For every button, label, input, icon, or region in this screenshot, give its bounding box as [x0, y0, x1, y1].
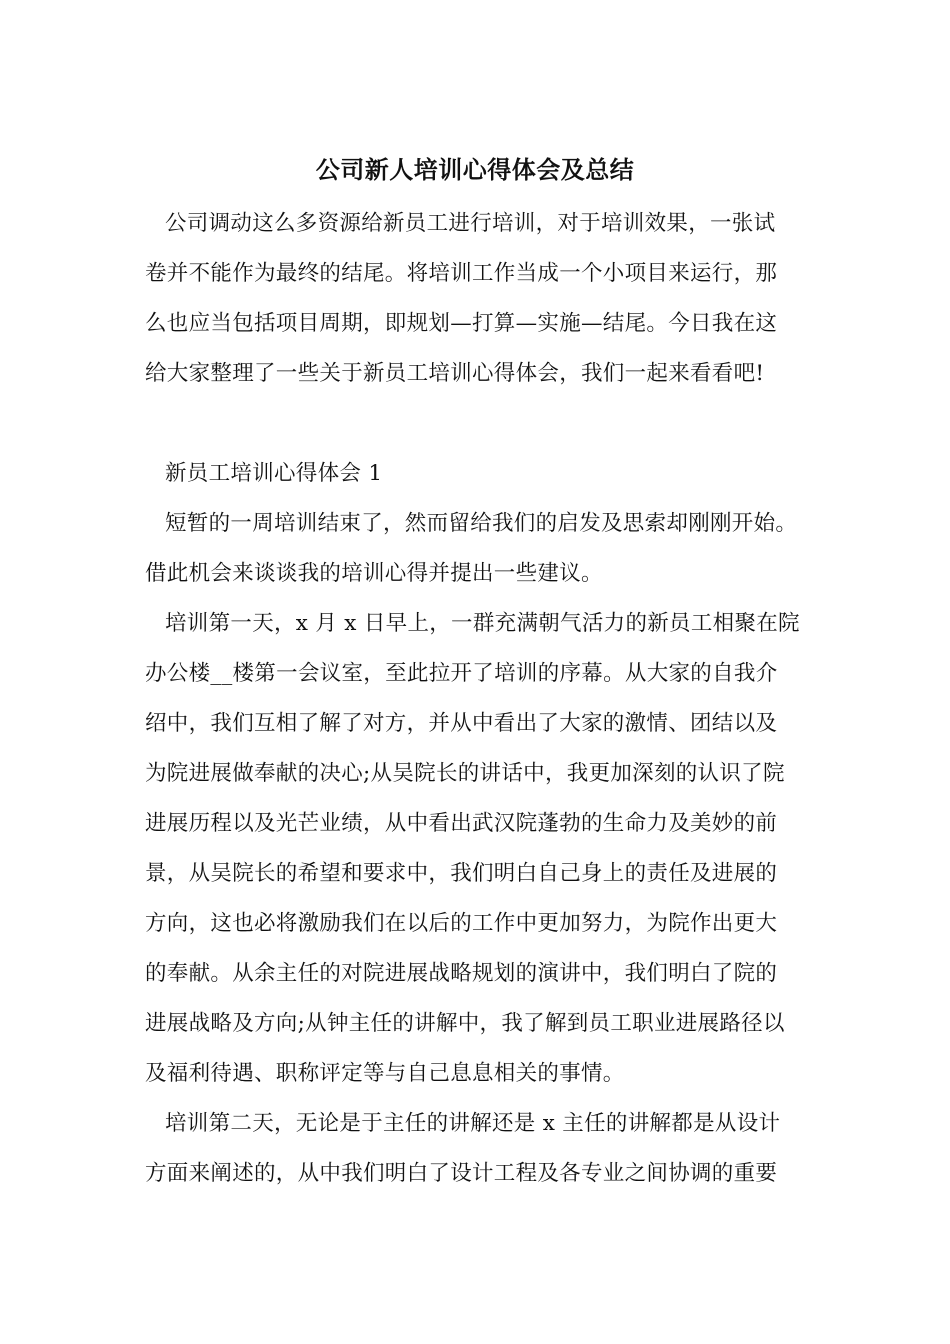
- paragraph-line: 景，从吴院长的希望和要求中，我们明白自己身上的责任及进展的: [145, 861, 778, 886]
- paragraph-line: 短暂的一周培训结束了，然而留给我们的启发及思索却刚刚开始。: [165, 511, 798, 536]
- intro-line-2: 卷并不能作为最终的结尾。将培训工作当成一个小项目来运行，那: [145, 261, 778, 286]
- document-title: 公司新人培训心得体会及总结: [315, 155, 635, 184]
- paragraph-line: 绍中，我们互相了解了对方，并从中看出了大家的激情、团结以及: [145, 711, 778, 736]
- paragraph-line: 进展历程以及光芒业绩，从中看出武汉院蓬勃的生命力及美妙的前: [145, 811, 778, 836]
- paragraph-line: 借此机会来谈谈我的培训心得并提出一些建议。: [145, 561, 603, 586]
- paragraph-line: 方向，这也必将激励我们在以后的工作中更加努力，为院作出更大: [145, 911, 778, 936]
- paragraph-line: 培训第二天，无论是于主任的讲解还是 x 主任的讲解都是从设计: [165, 1111, 781, 1136]
- paragraph-line: 的奉献。从余主任的对院进展战略规划的演讲中，我们明白了院的: [145, 961, 778, 986]
- intro-line-4: 给大家整理了一些关于新员工培训心得体会，我们一起来看看吧!: [145, 361, 765, 386]
- paragraph-line: 进展战略及方向;从钟主任的讲解中，我了解到员工职业进展路径以: [145, 1011, 785, 1036]
- section-heading: 新员工培训心得体会 1: [165, 461, 383, 486]
- paragraph-line: 方面来阐述的，从中我们明白了设计工程及各专业之间协调的重要: [145, 1161, 778, 1186]
- paragraph-line: 及福利待遇、职称评定等与自己息息相关的事情。: [145, 1061, 625, 1086]
- intro-line-1: 公司调动这么多资源给新员工进行培训，对于培训效果，一张试: [165, 211, 776, 236]
- paragraph-line: 为院进展做奉献的决心;从吴院长的讲话中，我更加深刻的认识了院: [145, 761, 785, 786]
- paragraph-line: 培训第一天，x 月 x 日早上，一群充满朝气活力的新员工相聚在院: [165, 611, 800, 636]
- paragraph-line: 办公楼__楼第一会议室，至此拉开了培训的序幕。从大家的自我介: [145, 661, 778, 686]
- intro-line-3: 么也应当包括项目周期，即规划—打算—实施—结尾。今日我在这: [145, 311, 778, 336]
